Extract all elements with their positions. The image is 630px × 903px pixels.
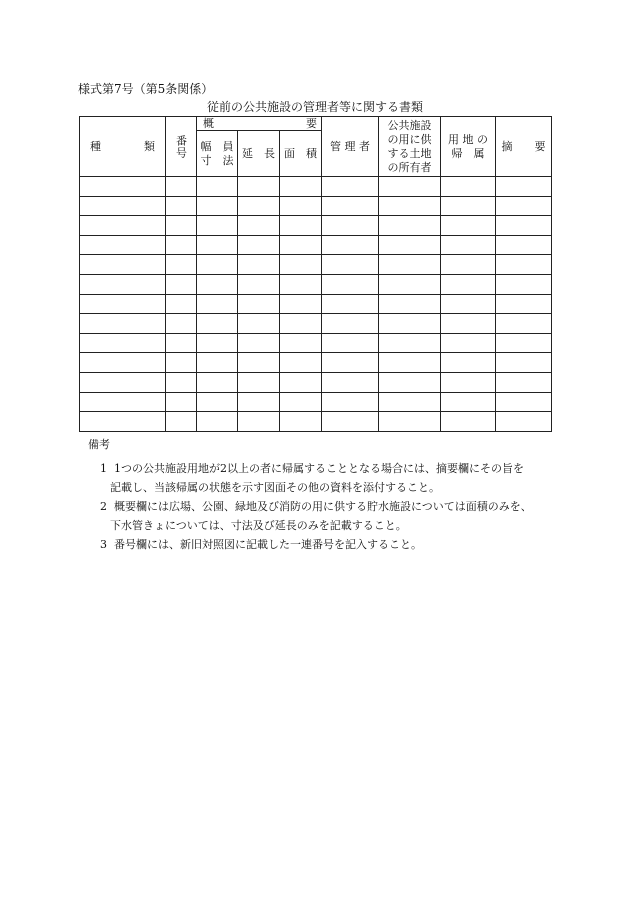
header-bango-label: 番号: [174, 134, 188, 159]
notes-heading: 備考: [88, 438, 110, 451]
table-cell[interactable]: [238, 333, 280, 353]
table-cell[interactable]: [197, 294, 238, 314]
table-cell[interactable]: [238, 255, 280, 275]
document-title: 従前の公共施設の管理者等に関する書類: [206, 100, 423, 114]
table-cell[interactable]: [280, 333, 322, 353]
table-row: [80, 177, 552, 197]
table-cell[interactable]: [441, 412, 496, 432]
table-cell[interactable]: [441, 196, 496, 216]
table-cell[interactable]: [280, 412, 322, 432]
table-cell[interactable]: [197, 177, 238, 197]
table-cell[interactable]: [379, 353, 441, 373]
header-tekiyou: [496, 117, 552, 177]
header-encho-label: 延 長: [242, 147, 275, 160]
table-cell[interactable]: [379, 255, 441, 275]
table-cell[interactable]: [197, 412, 238, 432]
table-row: [80, 353, 552, 373]
table-cell[interactable]: [80, 333, 166, 353]
table-cell[interactable]: [280, 235, 322, 255]
table-cell[interactable]: [197, 274, 238, 294]
table-cell[interactable]: [379, 177, 441, 197]
header-youchi-line1: 用 地 の: [448, 132, 488, 146]
header-youchi: [441, 117, 496, 177]
table-cell[interactable]: [80, 216, 166, 236]
table-cell[interactable]: [322, 216, 379, 236]
table-cell[interactable]: [280, 392, 322, 412]
header-bango: [166, 117, 197, 177]
note-line: 概要欄には広場、公園、緑地及び消防の用に供する貯水施設については面積のみを、: [114, 500, 532, 513]
table-cell[interactable]: [166, 274, 197, 294]
table-cell[interactable]: [80, 255, 166, 275]
table-cell[interactable]: [238, 177, 280, 197]
header-shurui: [80, 117, 166, 177]
table-cell[interactable]: [238, 353, 280, 373]
table-row: [80, 314, 552, 334]
table-row: [80, 216, 552, 236]
table-cell[interactable]: [379, 392, 441, 412]
table-cell[interactable]: [441, 372, 496, 392]
header-shurui-right: 類: [144, 140, 155, 153]
table-cell[interactable]: [80, 235, 166, 255]
table-cell[interactable]: [280, 372, 322, 392]
table-cell[interactable]: [238, 372, 280, 392]
table-cell[interactable]: [280, 255, 322, 275]
note-item-1: [88, 459, 568, 497]
header-gaiyou-left: 概: [203, 117, 214, 130]
header-gaiyou: [197, 117, 322, 131]
table-cell[interactable]: [238, 274, 280, 294]
table-cell[interactable]: [197, 255, 238, 275]
table-cell[interactable]: [379, 235, 441, 255]
table-cell[interactable]: [166, 372, 197, 392]
table-cell[interactable]: [441, 314, 496, 334]
table-cell[interactable]: [379, 333, 441, 353]
header-fukuin: [197, 131, 238, 177]
header-shurui-left: 種: [90, 140, 101, 153]
table-cell[interactable]: [80, 294, 166, 314]
header-fukuin-line1: 幅 員: [200, 139, 234, 153]
table-row: [80, 412, 552, 432]
header-encho: [238, 131, 280, 177]
table-cell[interactable]: [496, 314, 552, 334]
note-number: 3: [100, 538, 107, 551]
header-shoyusha-line3: する土地: [387, 146, 432, 160]
table-row: [80, 196, 552, 216]
table-cell[interactable]: [379, 216, 441, 236]
table-row: [80, 372, 552, 392]
header-shoyusha-line2: の用に供: [387, 132, 432, 146]
note-number: 1: [100, 462, 107, 475]
table-cell[interactable]: [322, 353, 379, 373]
table-cell[interactable]: [441, 274, 496, 294]
table-cell[interactable]: [166, 294, 197, 314]
table-row: [80, 333, 552, 353]
table-cell[interactable]: [280, 216, 322, 236]
table-cell[interactable]: [322, 294, 379, 314]
note-line: 記載し、当該帰属の状態を示す図面その他の資料を添付すること。: [110, 481, 440, 494]
header-shoyusha-line4: の所有者: [387, 160, 432, 174]
table-cell[interactable]: [441, 216, 496, 236]
table-cell[interactable]: [197, 333, 238, 353]
table-cell[interactable]: [197, 216, 238, 236]
table-cell[interactable]: [322, 412, 379, 432]
header-shoyusha: [379, 117, 441, 177]
table-cell[interactable]: [166, 196, 197, 216]
table-cell[interactable]: [197, 196, 238, 216]
table-cell[interactable]: [441, 353, 496, 373]
table-cell[interactable]: [496, 412, 552, 432]
table-cell[interactable]: [441, 235, 496, 255]
header-shoyusha-line1: 公共施設: [387, 118, 432, 132]
table-cell[interactable]: [197, 353, 238, 373]
table-row: [80, 392, 552, 412]
facility-table: [79, 116, 552, 432]
table-cell[interactable]: [379, 196, 441, 216]
note-item-3: [88, 535, 568, 554]
table-cell[interactable]: [166, 177, 197, 197]
table-cell[interactable]: [166, 216, 197, 236]
table-cell[interactable]: [80, 412, 166, 432]
header-youchi-line2: 帰 属: [451, 146, 485, 160]
table-cell[interactable]: [322, 314, 379, 334]
table-cell[interactable]: [322, 372, 379, 392]
table-cell[interactable]: [496, 353, 552, 373]
table-cell[interactable]: [322, 392, 379, 412]
table-cell[interactable]: [166, 353, 197, 373]
table-cell[interactable]: [166, 392, 197, 412]
table-cell[interactable]: [496, 235, 552, 255]
table-cell[interactable]: [238, 196, 280, 216]
table-cell[interactable]: [238, 216, 280, 236]
table-cell[interactable]: [238, 314, 280, 334]
table-cell[interactable]: [496, 333, 552, 353]
note-item-2: [88, 497, 568, 535]
table-cell[interactable]: [197, 314, 238, 334]
table-cell[interactable]: [80, 196, 166, 216]
table-cell[interactable]: [379, 294, 441, 314]
notes-section: [88, 436, 568, 554]
note-line: 1つの公共施設用地が2以上の者に帰属することとなる場合には、摘要欄にその旨を: [114, 462, 524, 475]
table-cell[interactable]: [280, 294, 322, 314]
table-cell[interactable]: [322, 235, 379, 255]
header-menseki: [280, 131, 322, 177]
note-number: 2: [100, 500, 107, 513]
note-line: 下水管きょについては、寸法及び延長のみを記載すること。: [110, 519, 407, 532]
table-cell[interactable]: [441, 255, 496, 275]
table-cell[interactable]: [166, 255, 197, 275]
table-cell[interactable]: [280, 177, 322, 197]
table-cell[interactable]: [280, 196, 322, 216]
table-cell[interactable]: [197, 392, 238, 412]
table-cell[interactable]: [238, 412, 280, 432]
table-cell[interactable]: [280, 314, 322, 334]
table-cell[interactable]: [496, 177, 552, 197]
header-kanrisha-label: 管 理 者: [330, 140, 370, 153]
header-menseki-label: 面 積: [284, 147, 317, 160]
table-cell[interactable]: [322, 196, 379, 216]
header-gaiyou-right: 要: [306, 117, 317, 130]
table-cell[interactable]: [238, 294, 280, 314]
table-cell[interactable]: [441, 177, 496, 197]
header-fukuin-line2: 寸 法: [200, 153, 234, 167]
table-cell[interactable]: [496, 274, 552, 294]
table-cell[interactable]: [441, 333, 496, 353]
table-row: [80, 294, 552, 314]
table-cell[interactable]: [280, 353, 322, 373]
table-cell[interactable]: [496, 255, 552, 275]
table-cell[interactable]: [80, 177, 166, 197]
table-cell[interactable]: [280, 274, 322, 294]
table-cell[interactable]: [80, 274, 166, 294]
header-tekiyou-label: 摘 要: [501, 140, 546, 153]
table-cell[interactable]: [322, 274, 379, 294]
note-line: 番号欄には、新旧対照図に記載した一連番号を記入すること。: [114, 538, 422, 551]
table-cell[interactable]: [80, 392, 166, 412]
table-cell[interactable]: [197, 235, 238, 255]
table-body: [80, 177, 552, 432]
table-cell[interactable]: [496, 372, 552, 392]
table-cell[interactable]: [441, 392, 496, 412]
form-number-label: 様式第7号（第5条関係）: [78, 82, 214, 96]
table-cell[interactable]: [166, 314, 197, 334]
table-row: [80, 274, 552, 294]
table-row: [80, 255, 552, 275]
table-cell[interactable]: [238, 235, 280, 255]
table-cell[interactable]: [166, 412, 197, 432]
table-cell[interactable]: [80, 372, 166, 392]
table-cell[interactable]: [166, 333, 197, 353]
header-kanrisha: [322, 117, 379, 177]
table-cell[interactable]: [496, 392, 552, 412]
table-cell[interactable]: [322, 333, 379, 353]
table-cell[interactable]: [496, 294, 552, 314]
table-cell[interactable]: [496, 216, 552, 236]
table-cell[interactable]: [322, 255, 379, 275]
table-cell[interactable]: [379, 274, 441, 294]
table-cell[interactable]: [496, 196, 552, 216]
table-cell[interactable]: [379, 372, 441, 392]
table-cell[interactable]: [80, 353, 166, 373]
table-cell[interactable]: [379, 412, 441, 432]
table-cell[interactable]: [238, 392, 280, 412]
table-cell[interactable]: [379, 314, 441, 334]
table-cell[interactable]: [322, 177, 379, 197]
table-cell[interactable]: [441, 294, 496, 314]
table-cell[interactable]: [197, 372, 238, 392]
table-cell[interactable]: [166, 235, 197, 255]
table-row: [80, 235, 552, 255]
table-cell[interactable]: [80, 314, 166, 334]
